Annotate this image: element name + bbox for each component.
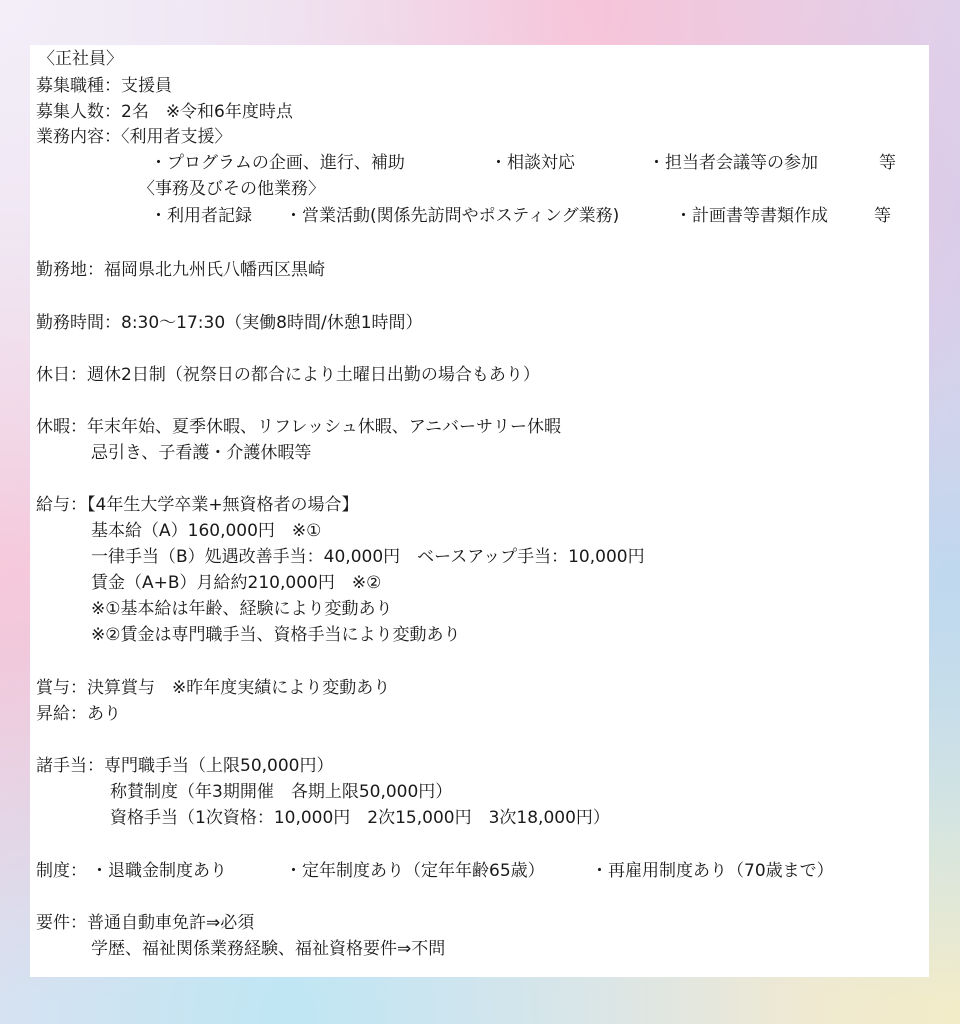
leave-line-1: 休暇：年末年始、夏季休暇、リフレッシュ休暇、アニバーサリー休暇	[36, 417, 561, 437]
recruit-count: 募集人数：2名 ※令和6年度時点	[36, 102, 293, 122]
salary-line-2: 基本給（A）160,000円 ※①	[91, 521, 322, 541]
office-item-documents: ・計画書等書類作成	[675, 206, 828, 226]
holidays: 休日：週休2日制（祝祭日の都合により土曜日出勤の場合もあり）	[36, 365, 540, 385]
duty-item-meeting: ・担当者会議等の参加	[648, 153, 818, 173]
allowances-line-3: 資格手当（1次資格：10,000円 2次15,000円 3次18,000円）	[110, 808, 610, 828]
salary-line-6: ※②賃金は専門職手当、資格手当により変動あり	[91, 625, 461, 645]
duty-item-consultation: ・相談対応	[490, 153, 575, 173]
duty-etc: 等	[879, 153, 896, 173]
salary-line-3: 一律手当（B）処遇改善手当：40,000円 ベースアップ手当：10,000円	[91, 547, 645, 567]
salary-line-1: 給与：【4年生大学卒業+無資格者の場合】	[36, 495, 359, 515]
leave-line-2: 忌引き、子看護・介護休暇等	[91, 443, 312, 463]
allowances-line-2: 称賛制度（年3期開催 各期上限50,000円）	[110, 782, 453, 802]
systems-item-reemployment: ・再雇用制度あり（70歳まで）	[591, 861, 834, 881]
systems-item-retirement-allowance: ・退職金制度あり	[91, 861, 227, 881]
raise: 昇給：あり	[36, 704, 121, 724]
salary-line-4: 賃金（A+B）月給約210,000円 ※②	[91, 573, 382, 593]
salary-line-5: ※①基本給は年齢、経験により変動あり	[91, 599, 393, 619]
office-duties-heading: 〈事務及びその他業務〉	[138, 179, 325, 199]
requirements-line-2: 学歴、福祉関係業務経験、福祉資格要件⇒不問	[91, 939, 446, 959]
duties-label: 業務内容：〈利用者支援〉	[36, 127, 232, 147]
systems-item-retirement-age: ・定年制度あり（定年年齢65歳）	[285, 861, 545, 881]
job-posting-card	[30, 45, 929, 977]
heading-employment-type: 〈正社員〉	[38, 49, 123, 69]
office-item-records: ・利用者記録	[150, 206, 252, 226]
requirements-line-1: 要件：普通自動車免許⇒必須	[36, 913, 255, 933]
recruit-position: 募集職種：支援員	[36, 76, 172, 96]
duty-item-program: ・プログラムの企画、進行、補助	[150, 153, 405, 173]
office-item-sales: ・営業活動(関係先訪問やポスティング業務)	[285, 206, 620, 226]
work-hours: 勤務時間：8:30～17:30（実働8時間/休憩1時間）	[36, 313, 423, 333]
work-location: 勤務地：福岡県北九州氏八幡西区黒崎	[36, 260, 325, 280]
bonus: 賞与：決算賞与 ※昨年度実績により変動あり	[36, 678, 391, 698]
office-etc: 等	[874, 206, 891, 226]
systems-label: 制度：	[36, 861, 87, 881]
allowances-line-1: 諸手当：専門職手当（上限50,000円）	[36, 756, 334, 776]
